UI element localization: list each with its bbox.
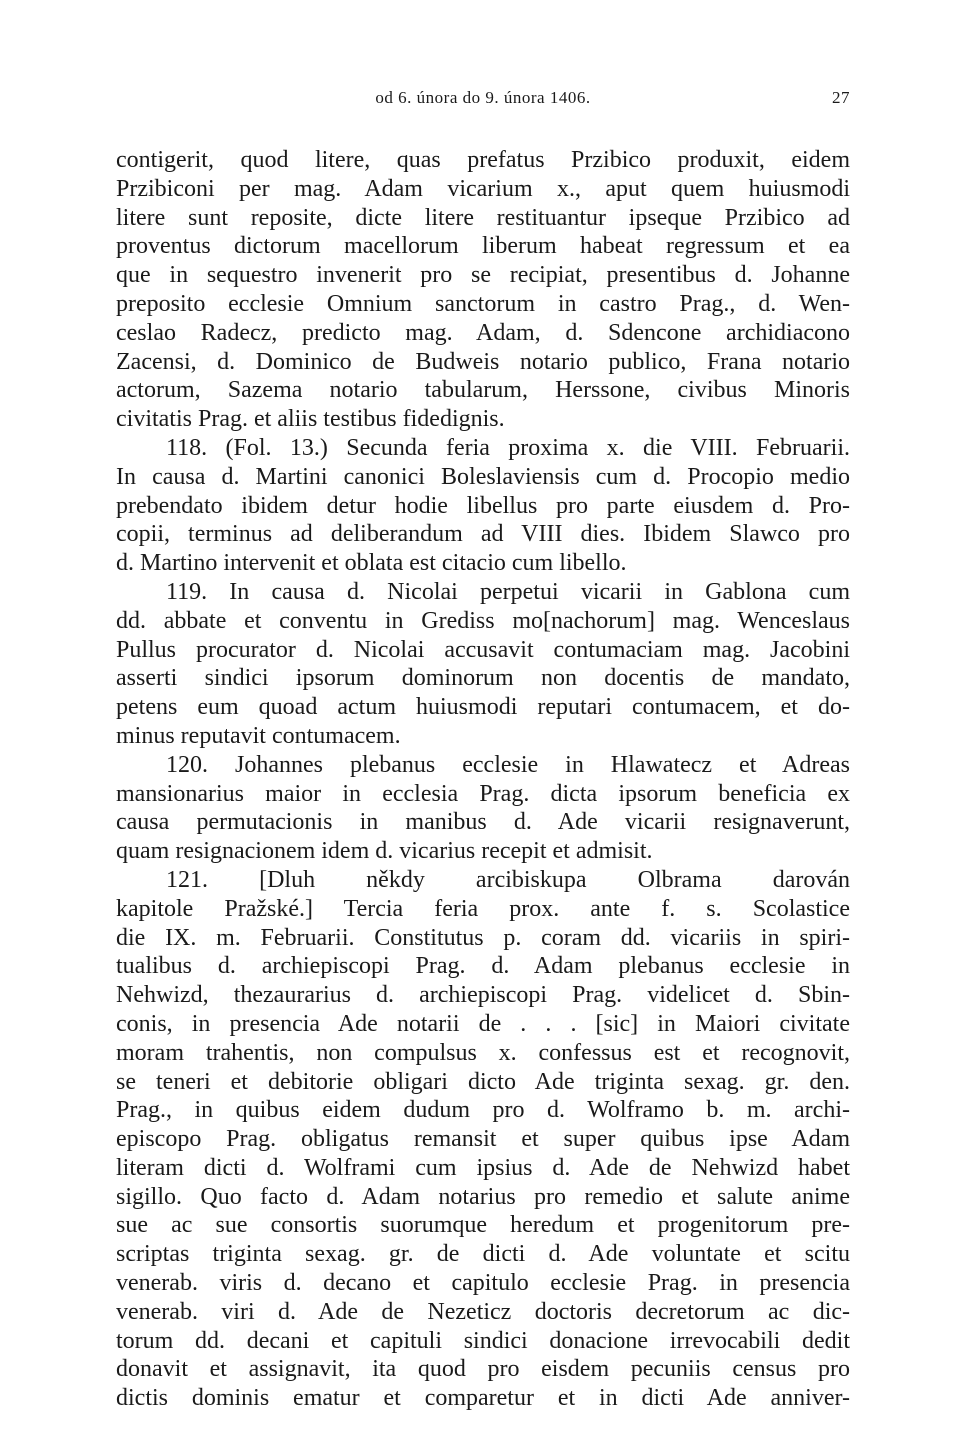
text-line: dictis dominis ematur et comparetur et in dicti Ade anniver- [116,1385,850,1412]
text-line: In causa d. Martini canonici Boleslaviensis cum d. Procopio medio [116,463,850,490]
text-line: 121. [Dluh někdy arcibiskupa Olbrama darován [166,866,850,893]
text-line: Przibiconi per mag. Adam vicarium x., aput quem huiusmodi [116,175,850,202]
document-page [116,82,850,1413]
text-line: 120. Johannes plebanus ecclesie in Hlawatecz et Adreas [166,751,850,778]
text-line: 118. (Fol. 13.) Secunda feria proxima x. die VIII. Februarii. [166,434,850,461]
text-line: civitatis Prag. et aliis testibus fidedignis. [116,406,505,433]
text-line: donavit et assignavit, ita quod pro eisdem pecuniis census pro [116,1356,850,1383]
text-line: Nehwizd, thezaurarius d. archiepiscopi Prag. videlicet d. Sbin- [116,982,850,1009]
text-line: Zacensi, d. Dominico de Budweis notario publico, Frana notario [116,348,850,375]
text-line: conis, in presencia Ade notarii de . . . [sic] in Maiori civitate [116,1010,850,1037]
text-line: sue ac sue consortis suorumque heredum et progenitorum pre- [116,1212,850,1239]
running-header [116,82,850,112]
text-line: causa permutacionis in manibus d. Ade vicarii resignaverunt, [116,809,850,836]
text-line: proventus dictorum macellorum liberum habeat regressum et ea [116,233,850,260]
text-line: minus reputavit contumacem. [116,722,401,749]
text-line: 119. In causa d. Nicolai perpetui vicarii in Gablona cum [166,578,850,605]
text-line: prebendato ibidem detur hodie libellus pro parte eiusdem d. Pro- [116,492,850,519]
text-line: d. Martino intervenit et oblata est citacio cum libello. [116,550,627,577]
text-line: petens eum quoad actum huiusmodi reputari contumacem, et do- [116,694,850,721]
text-line: sigillo. Quo facto d. Adam notarius pro remedio et salute anime [116,1183,850,1210]
body-text [116,146,850,1413]
text-line: literam dicti d. Wolframi cum ipsius d. Ade de Nehwizd habet [116,1154,850,1181]
text-line: mansionarius maior in ecclesia Prag. dicta ipsorum beneficia ex [116,780,850,807]
text-line: die IX. m. Februarii. Constitutus p. coram dd. vicariis in spiri- [116,924,850,951]
text-line: preposito ecclesie Omnium sanctorum in castro Prag., d. Wen- [116,290,850,317]
text-line: quam resignacionem idem d. vicarius recepit et admisit. [116,838,653,865]
text-line: copii, terminus ad deliberandum ad VIII dies. Ibidem Slawco pro [116,521,850,548]
page-number: 27 [832,88,850,107]
text-line: que in sequestro invenerit pro se recipiat, presentibus d. Johanne [116,262,850,289]
text-line: scriptas triginta sexag. gr. de dicti d. Ade voluntate et scitu [116,1241,850,1268]
text-line: venerab. viri d. Ade de Nezeticz doctoris decretorum ac dic- [116,1298,850,1325]
text-line: litere sunt reposite, dicte litere restituantur ipseque Przibico ad [116,204,850,231]
text-line: venerab. viris d. decano et capitulo ecclesie Prag. in presencia [116,1270,850,1297]
text-line: se teneri et debitorie obligari dicto Ade triginta sexag. gr. den. [116,1068,850,1095]
text-line: asserti sindici ipsorum dominorum non docentis de mandato, [116,665,850,692]
text-line: moram trahentis, non compulsus x. confessus est et recognovit, [116,1039,850,1066]
text-line: tualibus d. archiepiscopi Prag. d. Adam plebanus ecclesie in [116,953,850,980]
text-line: Prag., in quibus eidem dudum pro d. Wolframo b. m. archi- [116,1097,850,1124]
running-header-title: od 6. února do 9. února 1406. [375,88,591,107]
text-line: torum dd. decani et capituli sindici donacione irrevocabili dedit [116,1327,850,1354]
text-line: Pullus procurator d. Nicolai accusavit contumaciam mag. Jacobini [116,636,850,663]
text-line: actorum, Sazema notario tabularum, Herssone, civibus Minoris [116,377,850,404]
text-line: episcopo Prag. obligatus remansit et super quibus ipse Adam [116,1126,850,1153]
text-line: dd. abbate et conventu in Grediss mo[nachorum] mag. Wenceslaus [116,607,850,634]
text-line: contigerit, quod litere, quas prefatus Przibico produxit, eidem [116,147,850,173]
text-line: kapitole Pražské.] Tercia feria prox. ante f. s. Scolastice [116,895,850,922]
text-line: ceslao Radecz, predicto mag. Adam, d. Sdencone archidiacono [116,319,850,346]
